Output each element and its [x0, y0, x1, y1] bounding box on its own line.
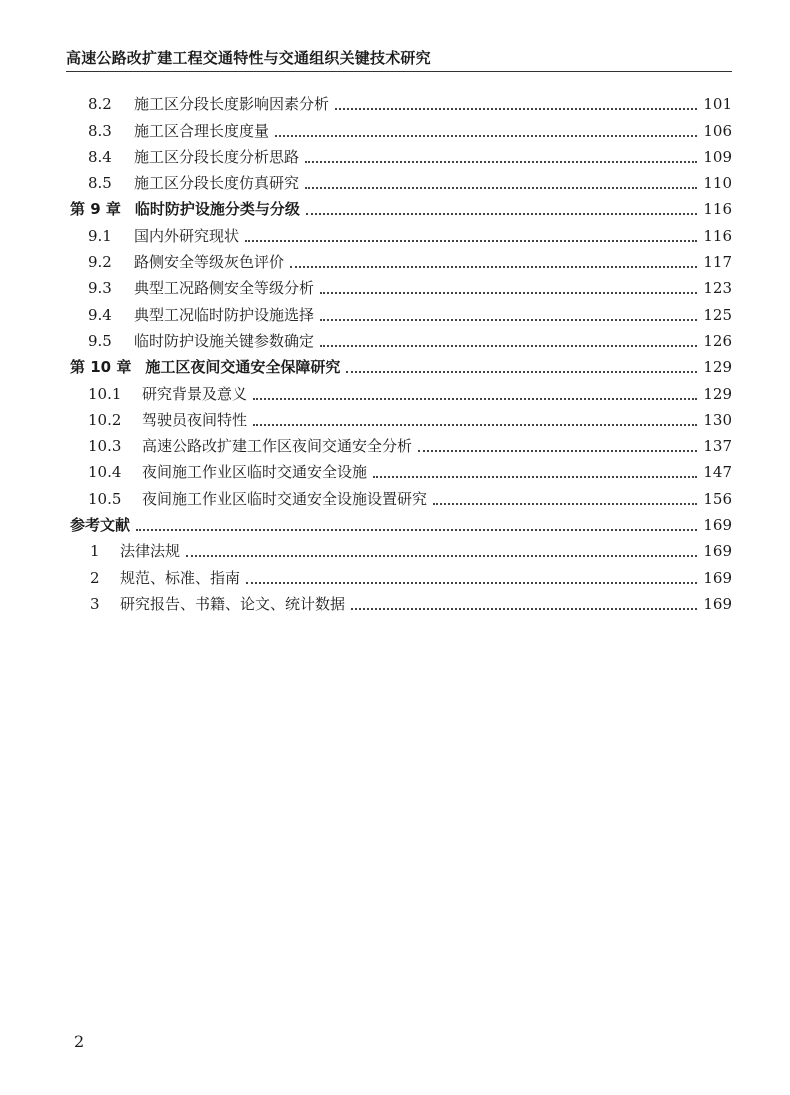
toc-entry-title: 典型工况路侧安全等级分析: [134, 279, 315, 298]
toc-section-entry: [66, 272, 732, 298]
toc-entry-page: 101: [703, 95, 732, 114]
toc-dot-leader: [186, 555, 697, 557]
toc-dot-leader: [290, 266, 697, 268]
toc-dot-leader: [320, 345, 697, 347]
toc-entry-title: 典型工况临时防护设施选择: [134, 305, 315, 324]
toc-dot-leader: [351, 608, 697, 610]
toc-dot-leader: [346, 371, 697, 373]
toc-entry-number: 8.3: [88, 121, 112, 140]
toc-entry-title: 国内外研究现状: [134, 226, 240, 245]
toc-entry-title: 临时防护设施关键参数确定: [134, 331, 315, 350]
toc-section-entry: [66, 141, 732, 167]
toc-section-entry: [66, 535, 732, 561]
toc-entry-page: 117: [703, 253, 732, 272]
toc-section-entry: [66, 88, 732, 114]
toc-dot-leader: [433, 503, 697, 505]
toc-entry-page: 125: [703, 305, 732, 324]
toc-section-entry: [66, 246, 732, 272]
toc-entry-title: 施工区夜间交通安全保障研究: [145, 358, 341, 377]
toc-entry-title: 夜间施工作业区临时交通安全设施: [142, 463, 368, 482]
toc-entry-page: 129: [703, 384, 732, 403]
toc-entry-page: 156: [703, 489, 732, 508]
header-rule: [66, 71, 732, 72]
toc-dot-leader: [246, 582, 697, 584]
toc-dot-leader: [418, 450, 697, 452]
toc-section-entry: [66, 298, 732, 324]
toc-entry-number: 10.4: [88, 463, 122, 482]
toc-section-entry: [66, 456, 732, 482]
toc-dot-leader: [320, 319, 697, 321]
toc-section-entry: [66, 561, 732, 587]
toc-entry-title: 施工区分段长度仿真研究: [134, 174, 300, 193]
toc-dot-leader: [335, 108, 697, 110]
toc-entry-number: 第 10 章: [70, 358, 132, 377]
toc-entry-page: 126: [703, 331, 732, 350]
toc-chapter-entry: [66, 351, 732, 377]
toc-entry-title: 驾驶员夜间特性: [142, 410, 248, 429]
toc-entry-number: 9.2: [88, 253, 112, 272]
toc-entry-page: 110: [703, 174, 732, 193]
toc-entry-number: 第 9 章: [70, 200, 121, 219]
toc-section-entry: [66, 219, 732, 245]
toc-section-entry: [66, 404, 732, 430]
toc-entry-title: 施工区分段长度分析思路: [134, 147, 300, 166]
toc-dot-leader: [320, 292, 697, 294]
toc-entry-title: 夜间施工作业区临时交通安全设施设置研究: [142, 489, 428, 508]
toc-entry-title: 研究背景及意义: [142, 384, 248, 403]
toc-section-entry: [66, 167, 732, 193]
toc-entry-title: 临时防护设施分类与分级: [134, 200, 300, 219]
toc-dot-leader: [136, 529, 697, 531]
toc-section-entry: [66, 377, 732, 403]
toc-dot-leader: [305, 187, 697, 189]
toc-entry-page: 129: [703, 358, 732, 377]
toc-chapter-entry: [66, 193, 732, 219]
toc-entry-title: 高速公路改扩建工作区夜间交通安全分析: [142, 437, 413, 456]
toc-entry-number: 1: [90, 542, 100, 561]
toc-entry-page: 130: [703, 410, 732, 429]
page-number: 2: [74, 1032, 85, 1051]
toc-dot-leader: [253, 398, 697, 400]
toc-entry-title: 研究报告、书籍、论文、统计数据: [120, 594, 346, 613]
toc-entry-page: 109: [703, 147, 732, 166]
toc-dot-leader: [245, 240, 697, 242]
toc-dot-leader: [306, 213, 697, 215]
toc-chapter-entry: [66, 509, 732, 535]
toc-dot-leader: [305, 161, 697, 163]
toc-section-entry: [66, 325, 732, 351]
toc-entry-page: 169: [703, 516, 732, 535]
toc-entry-page: 169: [703, 594, 732, 613]
toc-entry-number: 9.4: [88, 305, 112, 324]
toc-entry-number: 2: [90, 568, 100, 587]
toc-entry-number: 9.1: [88, 226, 112, 245]
toc-section-entry: [66, 114, 732, 140]
toc-section-entry: [66, 588, 732, 614]
toc-entry-number: 10.3: [88, 437, 122, 456]
toc-entry-number: 3: [90, 594, 100, 613]
toc-entry-page: 169: [703, 568, 732, 587]
toc-entry-title: 施工区合理长度度量: [134, 121, 270, 140]
toc-entry-number: 8.5: [88, 174, 112, 193]
toc-entry-number: 9.3: [88, 279, 112, 298]
toc-entry-number: 8.2: [88, 95, 112, 114]
toc-entry-title: 法律法规: [120, 542, 181, 561]
toc-dot-leader: [373, 476, 697, 478]
toc-entry-number: 10.5: [88, 489, 122, 508]
toc-section-entry: [66, 482, 732, 508]
toc-entry-title: 施工区分段长度影响因素分析: [134, 95, 330, 114]
toc-entry-number: 9.5: [88, 331, 112, 350]
toc-entry-page: 169: [703, 542, 732, 561]
toc-entry-number: 8.4: [88, 147, 112, 166]
toc-entry-number: 10.1: [88, 384, 122, 403]
toc-entry-page: 106: [703, 121, 732, 140]
toc-entry-number: 10.2: [88, 410, 122, 429]
toc-entry-page: 137: [703, 437, 732, 456]
toc-entry-page: 116: [703, 200, 732, 219]
toc-entry-title: 路侧安全等级灰色评价: [134, 253, 285, 272]
toc-entry-page: 147: [703, 463, 732, 482]
toc-entry-page: 123: [703, 279, 732, 298]
toc-entry-title: 参考文献: [70, 516, 131, 535]
table-of-contents: [66, 88, 732, 614]
running-header: 高速公路改扩建工程交通特性与交通组织关键技术研究: [66, 49, 431, 67]
toc-dot-leader: [275, 135, 697, 137]
toc-entry-title: 规范、标准、指南: [120, 568, 241, 587]
toc-dot-leader: [253, 424, 697, 426]
toc-entry-page: 116: [703, 226, 732, 245]
toc-section-entry: [66, 430, 732, 456]
